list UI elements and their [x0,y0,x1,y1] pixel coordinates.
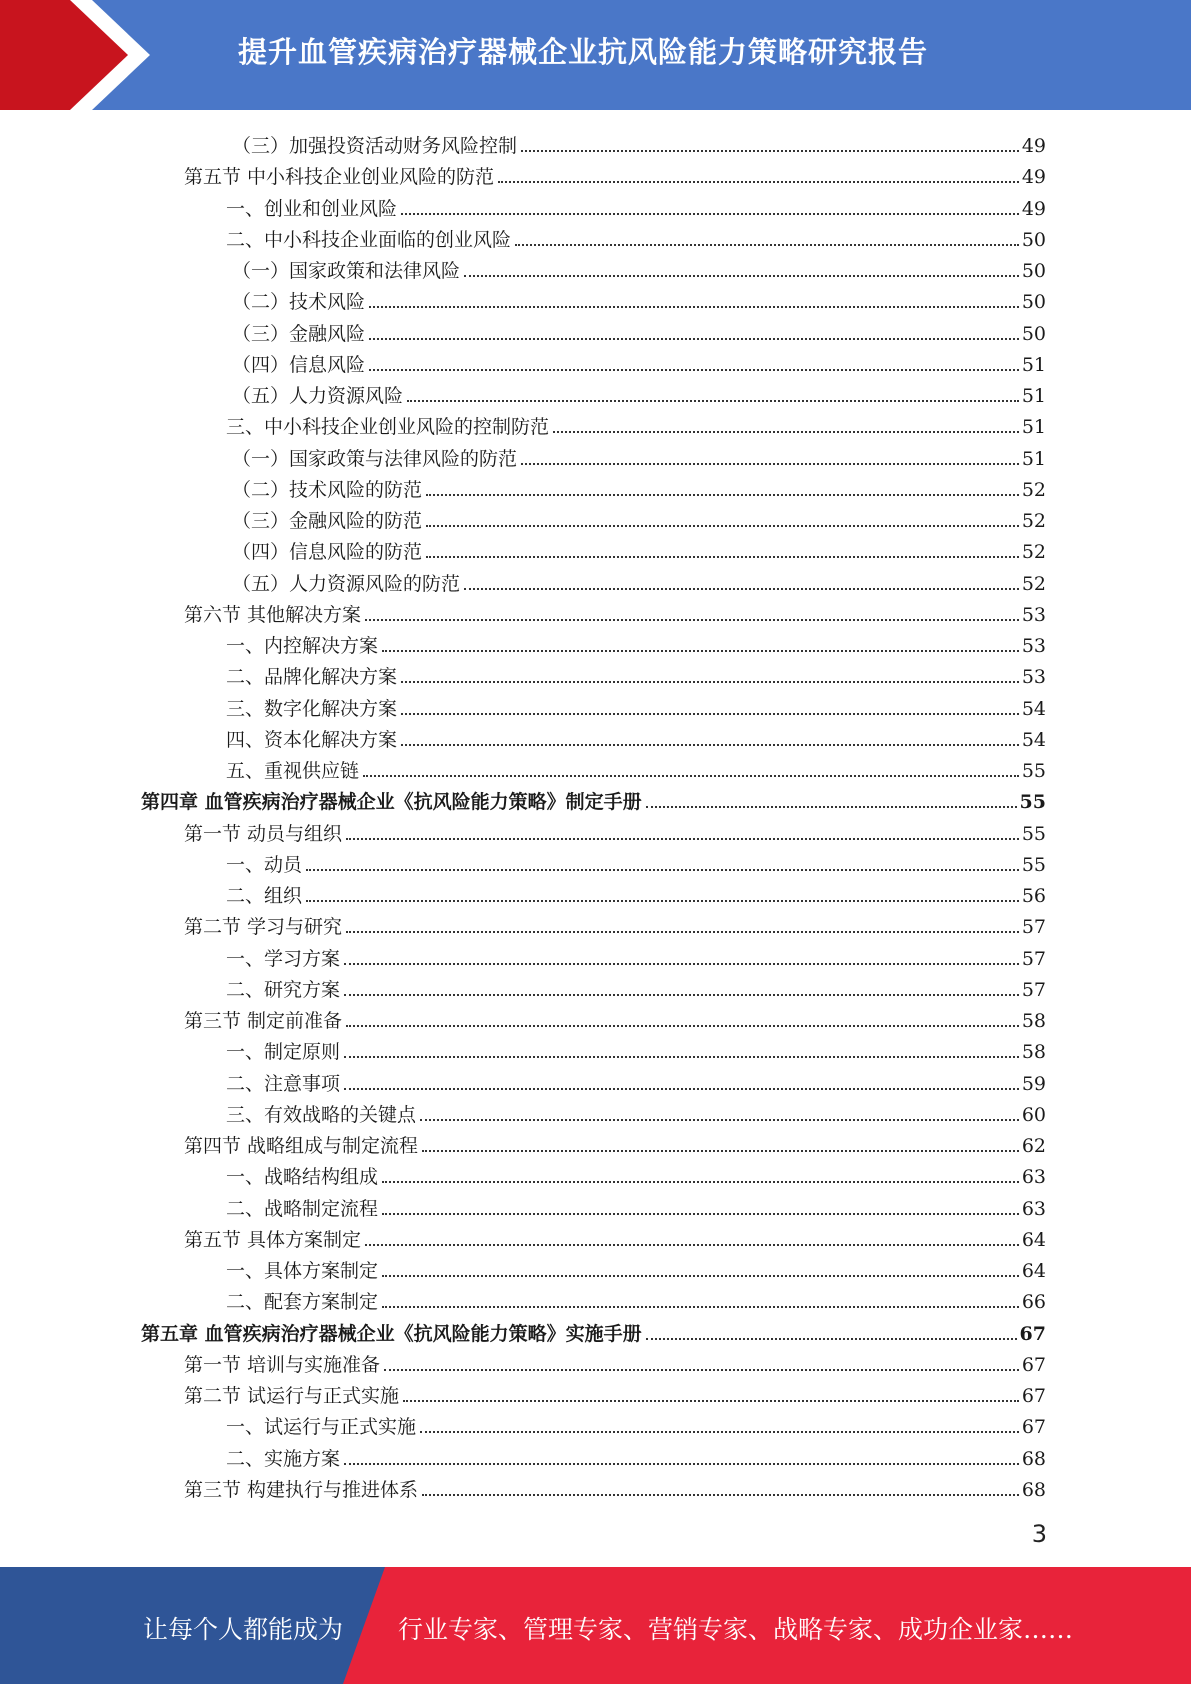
toc-entry-label: 第五章 血管疾病治疗器械企业《抗风险能力策略》实施手册 [141,1322,642,1345]
toc-dot-leader [426,494,1019,496]
toc-entry-label: （二）技术风险 [232,291,366,314]
toc-entry[interactable] [232,315,1046,346]
toc-entry-label: 三、有效战略的关键点 [226,1103,417,1126]
toc-entry[interactable] [226,1408,1046,1439]
toc-dot-leader [365,619,1019,621]
toc-entry-label: 四、资本化解决方案 [226,728,398,751]
toc-entry[interactable] [232,283,1046,314]
toc-dot-leader [422,1494,1019,1496]
toc-entry-label: 二、实施方案 [226,1447,341,1470]
toc-dot-leader [401,744,1019,746]
toc-entry[interactable] [226,221,1046,252]
toc-entry-label: 一、具体方案制定 [226,1260,379,1282]
toc-entry-page: 52 [1021,478,1046,501]
toc-entry-page: 66 [1021,1291,1046,1314]
toc-entry-page: 52 [1021,510,1046,532]
toc-entry-label: 一、战略结构组成 [226,1166,379,1189]
toc-dot-leader [382,1213,1019,1215]
toc-chapter-entry[interactable] [141,1315,1046,1346]
toc-entry-label: 二、中小科技企业面临的创业风险 [226,228,512,251]
toc-dot-leader [382,1181,1019,1183]
toc-entry-page: 51 [1021,353,1046,376]
toc-entry[interactable] [226,752,1046,783]
toc-entry-page: 53 [1021,603,1046,626]
toc-entry-page: 55 [1019,791,1046,814]
toc-entry-page: 62 [1021,1135,1046,1157]
toc-entry-page: 68 [1021,1478,1046,1501]
toc-entry-label: （二）技术风险的防范 [232,478,423,501]
toc-entry[interactable] [226,658,1046,689]
toc-entry[interactable] [184,1002,1046,1033]
toc-entry[interactable] [232,252,1046,283]
toc-entry-page: 49 [1021,197,1046,220]
toc-entry-label: 第五节 中小科技企业创业风险的防范 [184,166,495,189]
toc-entry-page: 50 [1021,291,1046,314]
toc-entry[interactable] [184,1377,1046,1408]
toc-entry[interactable] [184,158,1046,189]
toc-dot-leader [369,306,1019,308]
toc-entry-page: 67 [1021,1385,1046,1407]
toc-entry-page: 59 [1021,1072,1046,1095]
toc-entry-label: 第四章 血管疾病治疗器械企业《抗风险能力策略》制定手册 [141,791,642,814]
toc-entry[interactable] [226,1033,1046,1064]
toc-dot-leader [426,525,1019,527]
toc-entry-label: （四）信息风险 [232,353,366,376]
toc-dot-leader [553,431,1019,433]
toc-chapter-entry[interactable] [141,783,1046,814]
toc-entry-label: 二、研究方案 [226,978,341,1001]
toc-entry-label: 第一节 培训与实施准备 [184,1353,381,1376]
toc-entry-label: （一）国家政策和法律风险 [232,260,461,282]
toc-dot-leader [384,1369,1019,1371]
toc-entry-label: 第六节 其他解决方案 [184,603,362,626]
toc-dot-leader [344,1056,1019,1058]
toc-entry-page: 52 [1021,572,1046,595]
toc-entry-label: 五、重视供应链 [226,760,360,782]
toc-entry[interactable] [226,846,1046,877]
toc-entry[interactable] [232,127,1046,158]
toc-dot-leader [344,1463,1019,1465]
toc-entry-page: 53 [1021,635,1046,657]
toc-entry-page: 55 [1021,760,1046,782]
toc-entry-page: 63 [1021,1197,1046,1220]
toc-entry[interactable] [226,971,1046,1002]
toc-entry-page: 67 [1021,1416,1046,1439]
toc-entry[interactable] [226,1283,1046,1314]
toc-entry-page: 55 [1021,822,1046,845]
toc-entry[interactable] [226,1065,1046,1096]
toc-dot-leader [363,775,1019,777]
toc-dot-leader [382,1306,1019,1308]
toc-entry-label: 第一节 动员与组织 [184,822,343,845]
toc-entry-page: 64 [1021,1260,1046,1282]
toc-entry[interactable] [232,565,1046,596]
toc-entry-label: 二、注意事项 [226,1072,341,1095]
toc-entry[interactable] [226,1440,1046,1471]
toc-dot-leader [346,838,1019,840]
toc-entry-label: 二、品牌化解决方案 [226,666,398,689]
report-title: 提升血管疾病治疗器械企业抗风险能力策略研究报告 [238,35,929,69]
toc-dot-leader [365,1244,1019,1246]
toc-entry[interactable] [184,1127,1046,1158]
toc-entry[interactable] [226,1096,1046,1127]
footer-slogan-left: 让每个人都能成为 [143,1615,344,1644]
toc-entry-page: 57 [1021,916,1046,939]
toc-entry-label: （一）国家政策与法律风险的防范 [232,447,518,470]
toc-entry-label: （三）金融风险的防范 [232,510,423,532]
toc-dot-leader [426,556,1019,558]
toc-entry[interactable] [184,908,1046,939]
toc-entry-label: （五）人力资源风险 [232,385,404,407]
toc-entry-label: 第二节 试运行与正式实施 [184,1385,400,1407]
toc-entry[interactable] [232,533,1046,564]
toc-dot-leader [498,181,1019,183]
toc-entry[interactable] [226,877,1046,908]
toc-entry-page: 58 [1021,1010,1046,1032]
footer-slogan-right: 行业专家、管理专家、营销专家、战略专家、成功企业家…… [398,1615,1074,1644]
toc-entry-page: 58 [1021,1041,1046,1064]
toc-dot-leader [646,806,1017,808]
toc-entry-page: 49 [1021,166,1046,189]
toc-entry-label: 一、试运行与正式实施 [226,1416,417,1439]
toc-entry[interactable] [226,940,1046,971]
toc-entry-label: 第五节 具体方案制定 [184,1228,362,1251]
toc-entry[interactable] [226,190,1046,221]
toc-entry-page: 57 [1021,947,1046,970]
toc-dot-leader [464,275,1019,277]
toc-entry-label: （三）加强投资活动财务风险控制 [232,135,518,157]
toc-entry[interactable] [226,690,1046,721]
toc-entry[interactable] [226,1190,1046,1221]
toc-entry-page: 51 [1021,447,1046,470]
toc-entry-label: 一、学习方案 [226,947,341,970]
toc-dot-leader [344,994,1019,996]
toc-dot-leader [521,463,1019,465]
toc-entry[interactable] [226,1158,1046,1189]
toc-dot-leader [646,1338,1017,1340]
toc-entry-label: 二、组织 [226,885,303,907]
toc-entry-label: （四）信息风险的防范 [232,541,423,564]
toc-entry-label: 第三节 制定前准备 [184,1010,343,1032]
toc-dot-leader [346,931,1019,933]
toc-dot-leader [401,681,1019,683]
toc-entry-label: 第三节 构建执行与推进体系 [184,1478,419,1501]
toc-entry[interactable] [232,440,1046,471]
toc-dot-leader [401,713,1019,715]
toc-dot-leader [464,588,1019,590]
toc-entry[interactable] [184,1346,1046,1377]
toc-entry-label: 一、内控解决方案 [226,635,379,657]
toc-entry-page: 53 [1021,666,1046,689]
toc-entry[interactable] [226,1252,1046,1283]
toc-entry[interactable] [184,1221,1046,1252]
toc-entry-label: （五）人力资源风险的防范 [232,572,461,595]
toc-dot-leader [521,150,1019,152]
toc-entry-page: 51 [1021,385,1046,407]
toc-dot-leader [407,400,1019,402]
page-header [0,0,1191,110]
toc-entry-page: 67 [1021,1353,1046,1376]
toc-entry[interactable] [226,408,1046,439]
toc-entry-page: 50 [1021,260,1046,282]
toc-entry[interactable] [184,815,1046,846]
page-footer [0,1567,1191,1684]
toc-entry-page: 54 [1021,728,1046,751]
toc-entry-page: 49 [1021,135,1046,157]
toc-dot-leader [344,1088,1019,1090]
toc-dot-leader [422,1150,1019,1152]
toc-dot-leader [306,900,1019,902]
toc-dot-leader [344,963,1019,965]
toc-entry-label: 三、数字化解决方案 [226,697,398,720]
toc-dot-leader [369,338,1019,340]
toc-entry-label: 一、制定原则 [226,1041,341,1064]
toc-dot-leader [420,1119,1019,1121]
toc-dot-leader [420,1431,1019,1433]
toc-dot-leader [401,213,1019,215]
toc-entry-page: 56 [1021,885,1046,907]
toc-entry[interactable] [226,627,1046,658]
toc-entry[interactable] [184,1471,1046,1502]
toc-entry-label: 一、动员 [226,853,303,876]
toc-entry-page: 68 [1021,1447,1046,1470]
toc-entry-label: （三）金融风险 [232,322,366,345]
toc-entry-label: 三、中小科技企业创业风险的控制防范 [226,416,550,439]
toc-dot-leader [403,1400,1019,1402]
toc-entry-page: 64 [1021,1228,1046,1251]
toc-entry[interactable] [184,596,1046,627]
toc-entry-page: 52 [1021,541,1046,564]
toc-dot-leader [382,650,1019,652]
toc-dot-leader [346,1025,1019,1027]
toc-entry-label: 二、配套方案制定 [226,1291,379,1314]
toc-entry-page: 50 [1021,228,1046,251]
toc-entry[interactable] [232,471,1046,502]
toc-entry-label: 第四节 战略组成与制定流程 [184,1135,419,1157]
toc-entry-page: 67 [1019,1322,1046,1345]
toc-entry-page: 63 [1021,1166,1046,1189]
toc-entry[interactable] [232,346,1046,377]
toc-entry[interactable] [226,721,1046,752]
toc-entry-page: 51 [1021,416,1046,439]
toc-dot-leader [369,369,1019,371]
page-number: 3 [1031,1520,1047,1548]
toc-entry-page: 50 [1021,322,1046,345]
toc-dot-leader [515,244,1019,246]
toc-entry-label: 第二节 学习与研究 [184,916,343,939]
toc-dot-leader [306,869,1019,871]
toc-entry[interactable] [232,502,1046,533]
toc-entry-label: 一、创业和创业风险 [226,197,398,220]
toc-entry[interactable] [232,377,1046,408]
toc-entry-label: 二、战略制定流程 [226,1197,379,1220]
toc-entry-page: 55 [1021,853,1046,876]
toc-entry-page: 57 [1021,978,1046,1001]
toc-dot-leader [382,1275,1019,1277]
toc-entry-page: 54 [1021,697,1046,720]
toc-entry-page: 60 [1021,1103,1046,1126]
